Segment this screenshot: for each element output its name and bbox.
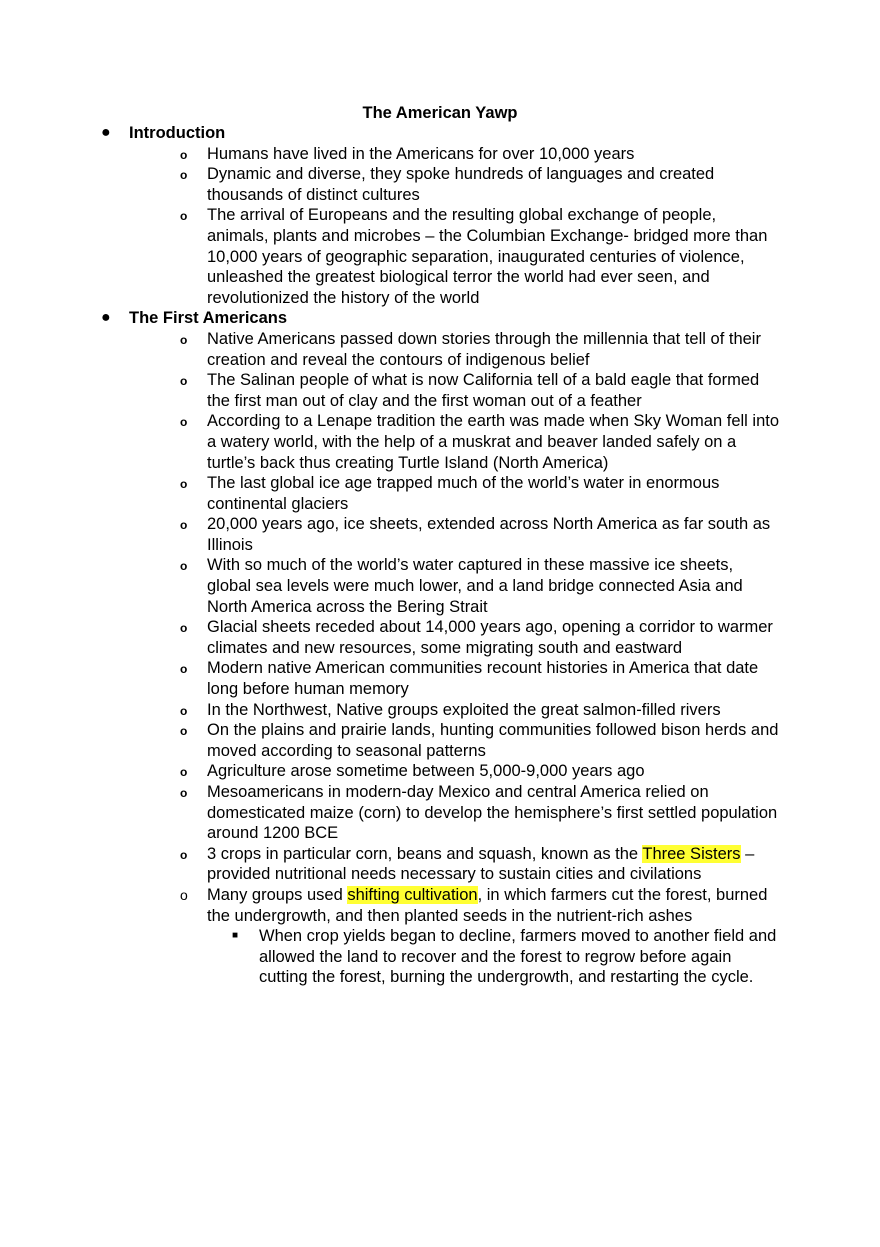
hollow-bullet-icon: o [180,886,188,903]
heading-text: Introduction [129,124,226,142]
list-item [0,329,880,370]
hollow-bullet-icon: o [180,559,188,574]
hollow-bullet-icon: o [180,332,188,347]
hollow-bullet-icon: o [180,518,188,533]
hollow-bullet-icon: o [180,415,188,430]
item-text: Native Americans passed down stories through the millennia that tell of their creation and reveal the contours of indigenous belief [207,329,761,369]
hollow-bullet-icon: o [180,765,188,780]
list-item [0,720,880,761]
hollow-bullet-icon: o [180,703,188,718]
item-text: With so much of the world’s water captured in these massive ice sheets, global sea levels were much lower, and a land bridge connected Asia and North America across the Bering Strait [207,556,743,616]
page-title: The American Yawp [362,104,518,122]
item-text-before: 3 crops in particular corn, beans and squash, known as the [207,844,643,863]
list-item [0,700,880,721]
item-text: Agriculture arose sometime between 5,000-9,000 years ago [207,762,645,781]
list-item [0,782,880,844]
hollow-bullet-icon: o [180,147,188,162]
item-text: Modern native American communities recount histories in America that date long before human memory [207,659,759,699]
item-text-after: , in which farmers cut the forest, burned the undergrowth, and then planted seeds in the nutrient-rich ashes [207,885,768,925]
item-text: The Salinan people of what is now California tell of a bald eagle that formed the first man out of clay and the first woman out of a feather [207,371,760,410]
item-text: When crop yields began to decline, farmers moved to another field and allowed the land to recover and the forest to regrow before again cutting the forest, burning the undergrowth, and restarting the cycle. [259,927,777,987]
hollow-bullet-icon: o [180,209,188,224]
bullet-icon: ● [101,309,111,327]
hollow-bullet-icon: o [180,662,188,677]
list-item [0,411,880,473]
hollow-bullet-icon: o [180,724,188,739]
heading-text: The First Americans [129,309,288,328]
item-text: Humans have lived in the Americans for over 10,000 years [207,144,635,163]
list-item [0,144,880,165]
section-heading [0,308,880,329]
item-text: The arrival of Europeans and the resulting global exchange of people, animals, plants and microbes – the Columbian Exchange- bridged more than 10,000 years of geographic separation, inaugurated centuries of violence, unleashed the greatest biological terror the world had ever seen, and revolutionized the history of the world [207,206,768,307]
list-item [0,514,880,555]
hollow-bullet-icon: o [180,477,188,492]
list-item-shifting-cultivation [0,885,880,926]
list-item [0,205,880,308]
hollow-bullet-icon: o [180,374,188,389]
bullet-icon: ● [101,124,111,141]
hollow-bullet-icon: o [180,168,188,183]
item-text: 20,000 years ago, ice sheets, extended across North America as far south as Illinois [207,515,771,554]
highlighted-term: shifting cultivation [347,885,478,904]
section-heading [0,123,880,144]
item-text: On the plains and prairie lands, hunting communities followed bison herds and moved according to seasonal patterns [207,721,779,760]
list-item [0,617,880,658]
sub-list-item [0,926,880,988]
hollow-bullet-icon: o [180,621,188,636]
list-item [0,555,880,617]
item-text: Glacial sheets receded about 14,000 years ago, opening a corridor to warmer climates and new resources, some migrating south and eastward [207,618,773,657]
item-text: In the Northwest, Native groups exploited the great salmon-filled rivers [207,700,721,719]
list-item [0,658,880,699]
list-item [0,473,880,514]
list-item [0,761,880,782]
list-item [0,370,880,411]
square-bullet-icon: ■ [232,930,239,942]
item-text: According to a Lenape tradition the earth was made when Sky Woman fell into a watery world, with the help of a muskrat and beaver landed safely on a turtle’s back thus creating Turtle Island (North America) [207,412,780,472]
hollow-bullet-icon: o [180,786,188,800]
item-text: The last global ice age trapped much of the world’s water in enormous continental glaciers [207,474,720,513]
list-item-three-sisters [0,844,880,885]
item-text: Mesoamericans in modern-day Mexico and central America relied on domesticated maize (corn) to develop the hemisphere’s first settled population around 1200 BCE [207,783,778,843]
list-item [0,164,880,205]
item-text: Dynamic and diverse, they spoke hundreds of languages and created thousands of distinct cultures [207,165,715,204]
item-text-after: – provided nutritional needs necessary to sustain cities and civilations [207,844,755,884]
hollow-bullet-icon: o [180,847,188,862]
item-text-before: Many groups used [207,885,348,904]
document-body [0,123,880,988]
highlighted-term: Three Sisters [642,844,741,863]
